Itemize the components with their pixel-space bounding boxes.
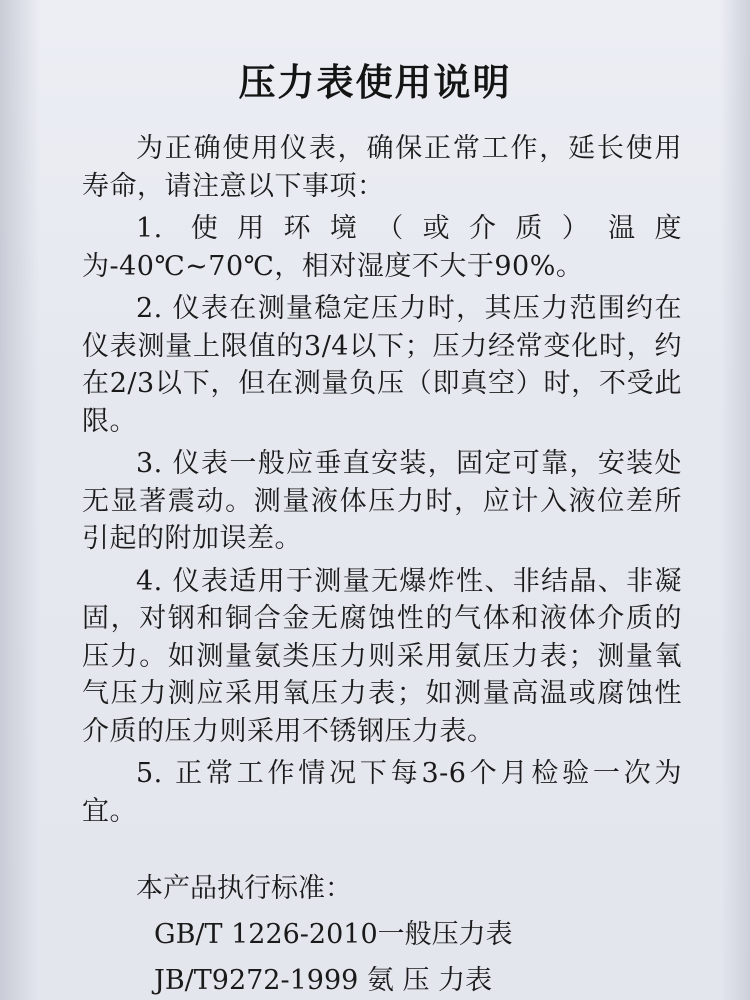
instructions-body xyxy=(82,130,682,830)
standard-item-2: JB/T9272-1999 氨 压 力表 xyxy=(154,965,493,996)
standards-heading: 本产品执行标准： xyxy=(136,873,352,904)
document-title: 压力表使用说明 xyxy=(238,61,512,104)
page-shadow-right xyxy=(720,0,750,1000)
instruction-item-4: 4. 仪表适用于测量无爆炸性、非结晶、非凝固，对钢和铜合金无腐蚀性的气体和液体介质的压力。如测量氨类压力则采用氨压力表；测量氧气压力测应采用氧压力表；如测量高温或腐蚀性介质的压力则采用不锈钢压力表。 xyxy=(82,565,682,747)
intro-paragraph: 为正确使用仪表，确保正常工作，延长使用寿命，请注意以下事项： xyxy=(82,133,682,202)
instruction-item-5: 5. 正常工作情况下每3-6个月检验一次为宜。 xyxy=(82,758,682,827)
standard-item-1: GB/T 1226-2010一般压力表 xyxy=(154,919,513,950)
instruction-item-1: 1. 使用环境（或介质）温度为-40℃~70℃，相对湿度不大于90%。 xyxy=(82,213,682,282)
instruction-item-2: 2. 仪表在测量稳定压力时，其压力范围约在仪表测量上限值的3/4以下；压力经常变化时，约在2/3以下，但在测量负压（即真空）时，不受此限。 xyxy=(82,293,682,437)
standards-section xyxy=(82,866,682,1000)
page-shadow-left xyxy=(0,0,40,1000)
instruction-item-3: 3. 仪表一般应垂直安装，固定可靠，安装处无显著震动。测量液体压力时，应计入液位差所引起的附加误差。 xyxy=(82,448,682,554)
